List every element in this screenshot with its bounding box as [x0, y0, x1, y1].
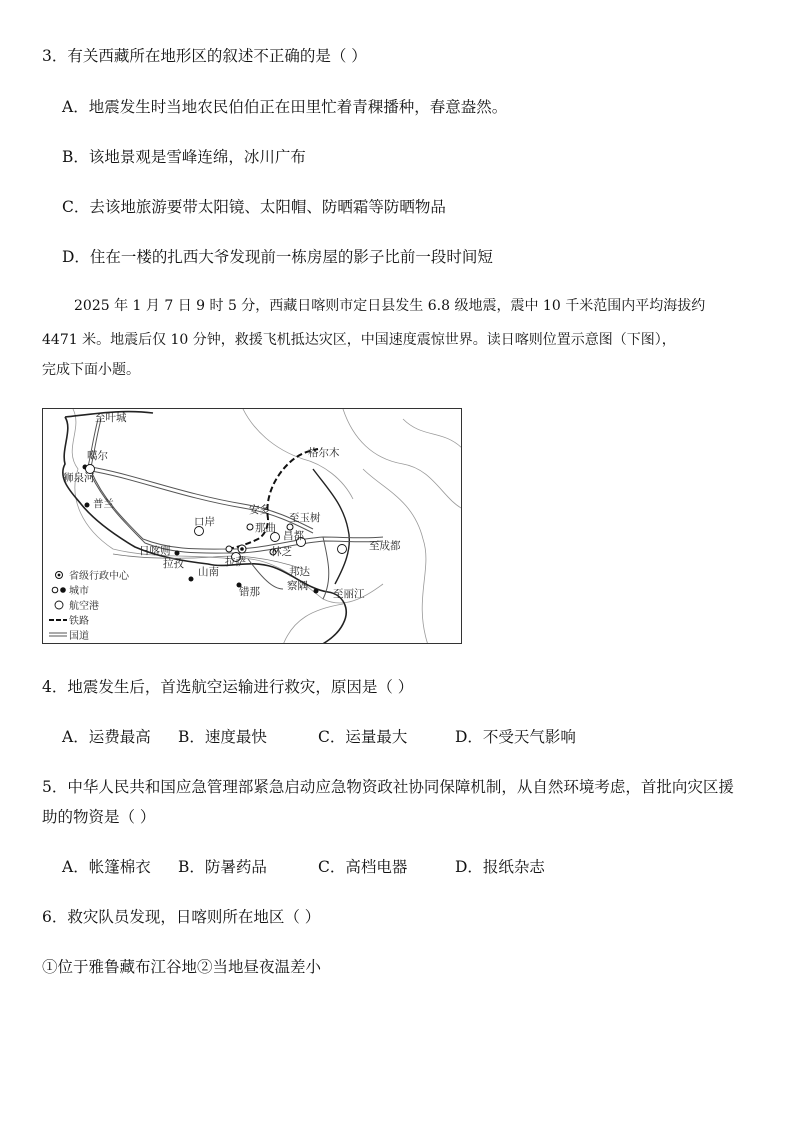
city-bomi-dot	[314, 589, 319, 594]
railway-qinghai-tibet	[267, 449, 318, 519]
material-line-2: 4471 米。地震后仅 10 分钟，救援飞机抵达灾区，中国速度震惊世界。读日喀则位置示意图（下图），	[42, 332, 676, 348]
q3-option-c: C．去该地旅游要带太阳镜、太阳帽、防晒霜等防晒物品	[62, 198, 446, 216]
label-zhiyushu: 至玉树	[289, 512, 321, 524]
q5-option-d: D．报纸杂志	[455, 858, 545, 876]
legend-highway: 国道	[69, 631, 89, 642]
label-lasa: 拉萨	[225, 556, 246, 568]
q4-option-d: D．不受天气影响	[455, 728, 576, 746]
city-pulan-dot	[85, 503, 90, 508]
label-cuona: 错那	[239, 586, 260, 598]
label-linzhi: 林芝	[271, 546, 292, 558]
q5-stem-line-1: 5．中华人民共和国应急管理部紧急启动应急物资政社协同保障机制，从自然环境考虑，首批向灾区援	[42, 778, 734, 796]
tibet-outline-east	[313, 469, 349, 584]
q4-option-a: A．运费最高	[62, 728, 151, 746]
city-rikaze-dot	[226, 546, 232, 552]
map-legend	[49, 569, 130, 642]
label-zhiyecheng: 至叶城	[95, 412, 127, 424]
label-lhaze: 拉孜	[163, 558, 184, 570]
q3-option-d: D．住在一楼的扎西大爷发现前一栋房屋的影子比前一段时间短	[62, 248, 493, 266]
highway-5	[323, 537, 329, 599]
label-kouan: 口岸	[194, 516, 215, 528]
boundary-south	[283, 604, 343, 644]
highway-3	[91, 471, 383, 549]
label-bomi: 察隅	[287, 580, 308, 592]
q3-option-b: B．该地景观是雪峰连绵，冰川广布	[62, 148, 306, 166]
boundary-east	[363, 469, 428, 644]
legend-city: 城市	[69, 586, 89, 597]
label-shannan: 山南	[198, 566, 219, 578]
city-naqu-dot	[247, 524, 253, 530]
q5-option-a: A．帐篷棉衣	[62, 858, 151, 876]
city-lhaze-dot	[175, 551, 180, 556]
label-shiquanhe: 狮泉河	[63, 472, 95, 484]
label-zhilijiang: 至丽江	[333, 588, 365, 600]
rikaze-location-map	[42, 408, 462, 644]
highway-3b	[91, 475, 383, 553]
q5-stem-line-2: 助的物资是（ ）	[42, 808, 156, 826]
q5-option-b: B．防暑药品	[178, 858, 267, 876]
label-geerm: 格尔木	[308, 447, 340, 459]
q3-option-a: A．地震发生时当地农民伯伯正在田里忙着青稞播种，春意盎然。	[62, 98, 508, 116]
boundary-north-east	[343, 409, 462, 509]
legend-capital-symbol-inner	[58, 574, 61, 577]
q4-option-b: B．速度最快	[178, 728, 267, 746]
label-zhichengdu: 至成都	[369, 540, 401, 552]
boundary-ne-corner	[403, 419, 462, 449]
q6-statements: ①位于雅鲁藏布江谷地②当地昼夜温差小	[42, 958, 322, 976]
capital-lasa-inner	[240, 547, 244, 551]
legend-city-symbol-filled	[60, 587, 66, 593]
legend-airport: 航空港	[69, 601, 99, 612]
label-changdu: 昌都	[283, 530, 304, 542]
q5-option-c: C．高档电器	[318, 858, 408, 876]
q6-stem: 6．救灾队员发现，日喀则所在地区（ ）	[42, 908, 321, 926]
label-gaer: 噶尔	[87, 450, 108, 462]
label-andou: 安多	[249, 504, 270, 516]
legend-railway: 铁路	[69, 616, 89, 627]
legend-capital: 省级行政中心	[69, 571, 129, 582]
material-line-3: 完成下面小题。	[42, 362, 140, 378]
q4-options	[62, 727, 662, 747]
city-shannan-dot	[189, 577, 194, 582]
material-line-1: 2025 年 1 月 7 日 9 时 5 分，西藏日喀则市定日县发生 6.8 级地震，震中 10 千米范围内平均海拔约	[74, 298, 706, 314]
q3-stem: 3．有关西藏所在地形区的叙述不正确的是（ ）	[42, 47, 367, 65]
q5-options	[62, 857, 662, 877]
map-graphic	[43, 409, 462, 644]
label-bangda: 邦达	[289, 566, 310, 578]
q4-stem: 4．地震发生后，首选航空运输进行救灾，原因是（ ）	[42, 678, 414, 696]
q4-option-c: C．运量最大	[318, 728, 408, 746]
label-rikaze: 日喀则	[139, 545, 171, 557]
airport-icon	[338, 545, 347, 554]
legend-airport-symbol	[55, 601, 63, 609]
label-pulan: 普兰	[93, 498, 114, 510]
label-naqu: 那曲	[255, 522, 276, 534]
legend-city-symbol-open	[52, 587, 58, 593]
